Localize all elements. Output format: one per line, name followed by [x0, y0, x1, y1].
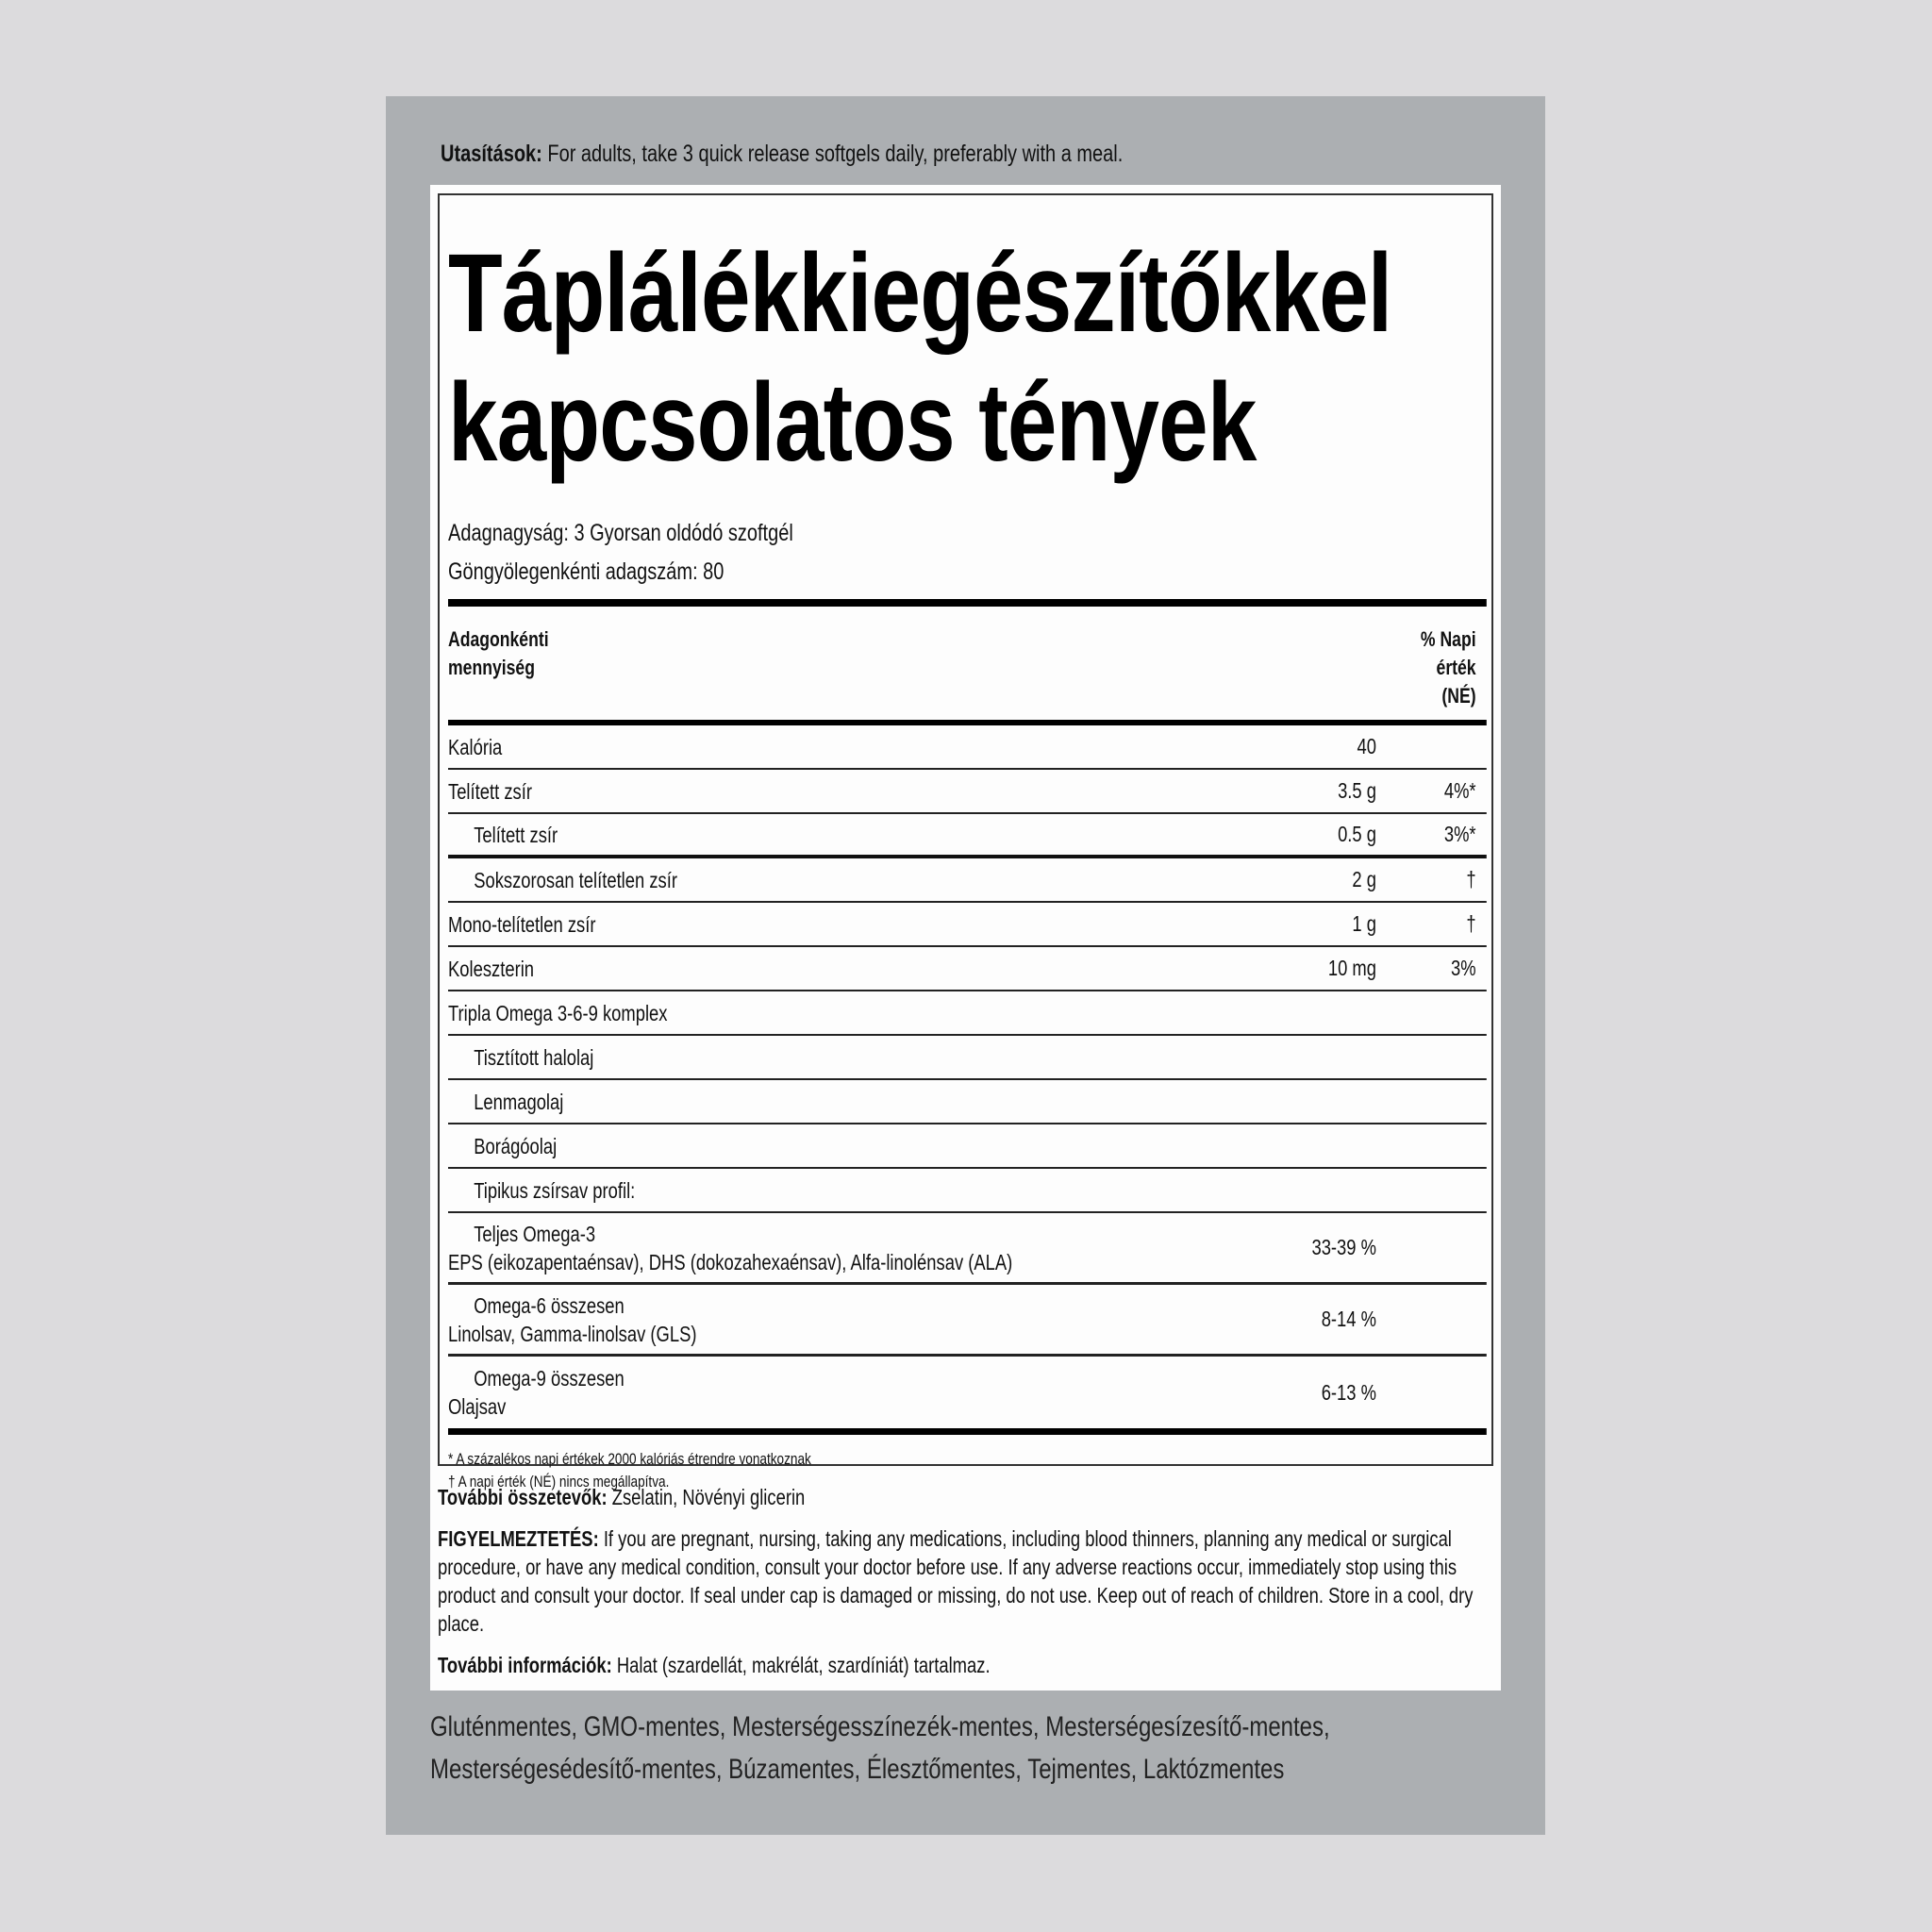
- more-info: [438, 1651, 1494, 1679]
- divider: [448, 1428, 1487, 1435]
- fatty-acid-amount: 33-39 %: [1311, 1235, 1376, 1259]
- fatty-acid-name: Teljes Omega-3: [474, 1221, 596, 1246]
- serving-size: Adagnagyság: 3 Gyorsan oldódó szoftgél: [448, 520, 793, 546]
- fatty-acid-amount: 6-13 %: [1321, 1379, 1376, 1405]
- nutrient-name: Borágóolaj: [474, 1133, 558, 1158]
- header-amount: Adagonkénti: [448, 627, 549, 651]
- fatty-acid-name: Omega-9 összesen: [474, 1366, 625, 1391]
- table-row: [448, 903, 1487, 947]
- table-row: [448, 1036, 1487, 1080]
- table-row: [448, 814, 1487, 858]
- fatty-acid-name: Omega-6 összesen: [474, 1292, 625, 1318]
- nutrient-name: Sokszorosan telítetlen zsír: [474, 867, 677, 892]
- nutrient-name: Tripla Omega 3-6-9 komplex: [448, 1000, 668, 1025]
- fatty-acid-detail: EPS (eikozapentaénsav), DHS (dokozahexaénsav), Alfa-linolénsav (ALA): [448, 1249, 1013, 1274]
- nutrient-amount: 0.5 g: [1338, 822, 1376, 846]
- fatty-acid-detail: Olajsav: [448, 1394, 507, 1419]
- table-row: [448, 1357, 1487, 1428]
- nutrient-name: Kalória: [448, 734, 503, 759]
- nutrient-amount: 2 g: [1352, 867, 1376, 891]
- warning: [438, 1524, 1494, 1638]
- table-header: [448, 607, 1487, 720]
- directions-label: Utasítások:: [441, 141, 542, 167]
- warning-text: If you are pregnant, nursing, taking any medications, including blood thinners, planning any medical or surgical procedure, or have any medical condition, consult your doctor before use. If any adverse reactions occur, immediately stop using this product and consult your doctor. If seal under cap is damaged or missing, do not use. Keep out of reach of children. Store in a cool, dry place.: [438, 1526, 1474, 1636]
- servings-per-container: Göngyölegenkénti adagszám: 80: [448, 558, 724, 585]
- nutrient-amount: 40: [1357, 734, 1376, 758]
- free-from-list: [430, 1706, 1547, 1790]
- nutrient-name: Telített zsír: [474, 822, 558, 847]
- facts-title-line-1: Táplálékkiegészítőkkel: [448, 231, 1392, 356]
- supplement-facts-box: [438, 193, 1493, 1491]
- nutrient-name: Tisztított halolaj: [474, 1044, 594, 1070]
- nutrient-dv: 3%: [1451, 956, 1476, 980]
- warning-label: FIGYELMEZTETÉS:: [438, 1526, 599, 1551]
- table-row: [448, 1213, 1487, 1285]
- nutrient-name: Koleszterin: [448, 956, 535, 981]
- table-row: [448, 1285, 1487, 1357]
- fatty-acid-amount: 8-14 %: [1321, 1307, 1376, 1331]
- table-row: [448, 991, 1487, 1036]
- free-from-line: Mesterségesédesítő-mentes, Búzamentes, Élesztőmentes, Tejmentes, Laktózmentes: [430, 1754, 1285, 1785]
- facts-title-line-2: kapcsolatos tények: [448, 360, 1257, 485]
- nutrient-amount: 10 mg: [1327, 956, 1376, 980]
- table-row: [448, 1169, 1487, 1213]
- nutrient-name: Tipikus zsírsav profil:: [474, 1177, 636, 1203]
- nutrient-dv: 4%*: [1443, 778, 1476, 803]
- additional-info: [438, 1483, 1494, 1692]
- nutrient-amount: 3.5 g: [1338, 778, 1376, 803]
- footnote: * A százalékos napi értékek 2000 kalóriás étrendre vonatkoznak: [448, 1450, 811, 1468]
- nutrient-amount: 1 g: [1352, 911, 1376, 936]
- nutrient-dv: †: [1466, 867, 1476, 891]
- free-from-line: Gluténmentes, GMO-mentes, Mesterségesszínezék-mentes, Mesterségesízesítő-mentes,: [430, 1711, 1330, 1742]
- header-dv: (NÉ): [1441, 684, 1476, 708]
- header-dv: érték: [1436, 656, 1476, 679]
- nutrient-name: Telített zsír: [448, 778, 532, 804]
- header-amount: mennyiség: [448, 656, 535, 679]
- nutrient-dv: 3%*: [1443, 822, 1476, 846]
- header-dv: % Napi: [1420, 627, 1476, 651]
- footnote: † A napi érték (NÉ) nincs megállapítva.: [448, 1473, 670, 1491]
- fatty-acid-detail: Linolsav, Gamma-linolsav (GLS): [448, 1321, 697, 1346]
- table-row: [448, 1124, 1487, 1169]
- table-row: [448, 1080, 1487, 1124]
- more-info-label: További információk:: [438, 1653, 612, 1677]
- other-ingredients: [438, 1483, 1494, 1511]
- other-ingredients-text: Zselatin, Növényi glicerin: [611, 1485, 806, 1509]
- other-ingredients-label: További összetevők:: [438, 1485, 608, 1509]
- more-info-text: Halat (szardellát, makrélát, szardíniát) tartalmaz.: [616, 1653, 991, 1677]
- nutrient-name: Mono-telítetlen zsír: [448, 911, 596, 937]
- table-row: [448, 947, 1487, 991]
- nutrient-dv: †: [1466, 911, 1476, 936]
- table-row: [448, 858, 1487, 903]
- divider: [448, 599, 1487, 607]
- nutrient-name: Lenmagolaj: [474, 1089, 564, 1114]
- table-row: [448, 725, 1487, 770]
- directions-text: For adults, take 3 quick release softgels daily, preferably with a meal.: [547, 141, 1124, 167]
- directions: [441, 140, 1497, 168]
- table-row: [448, 770, 1487, 814]
